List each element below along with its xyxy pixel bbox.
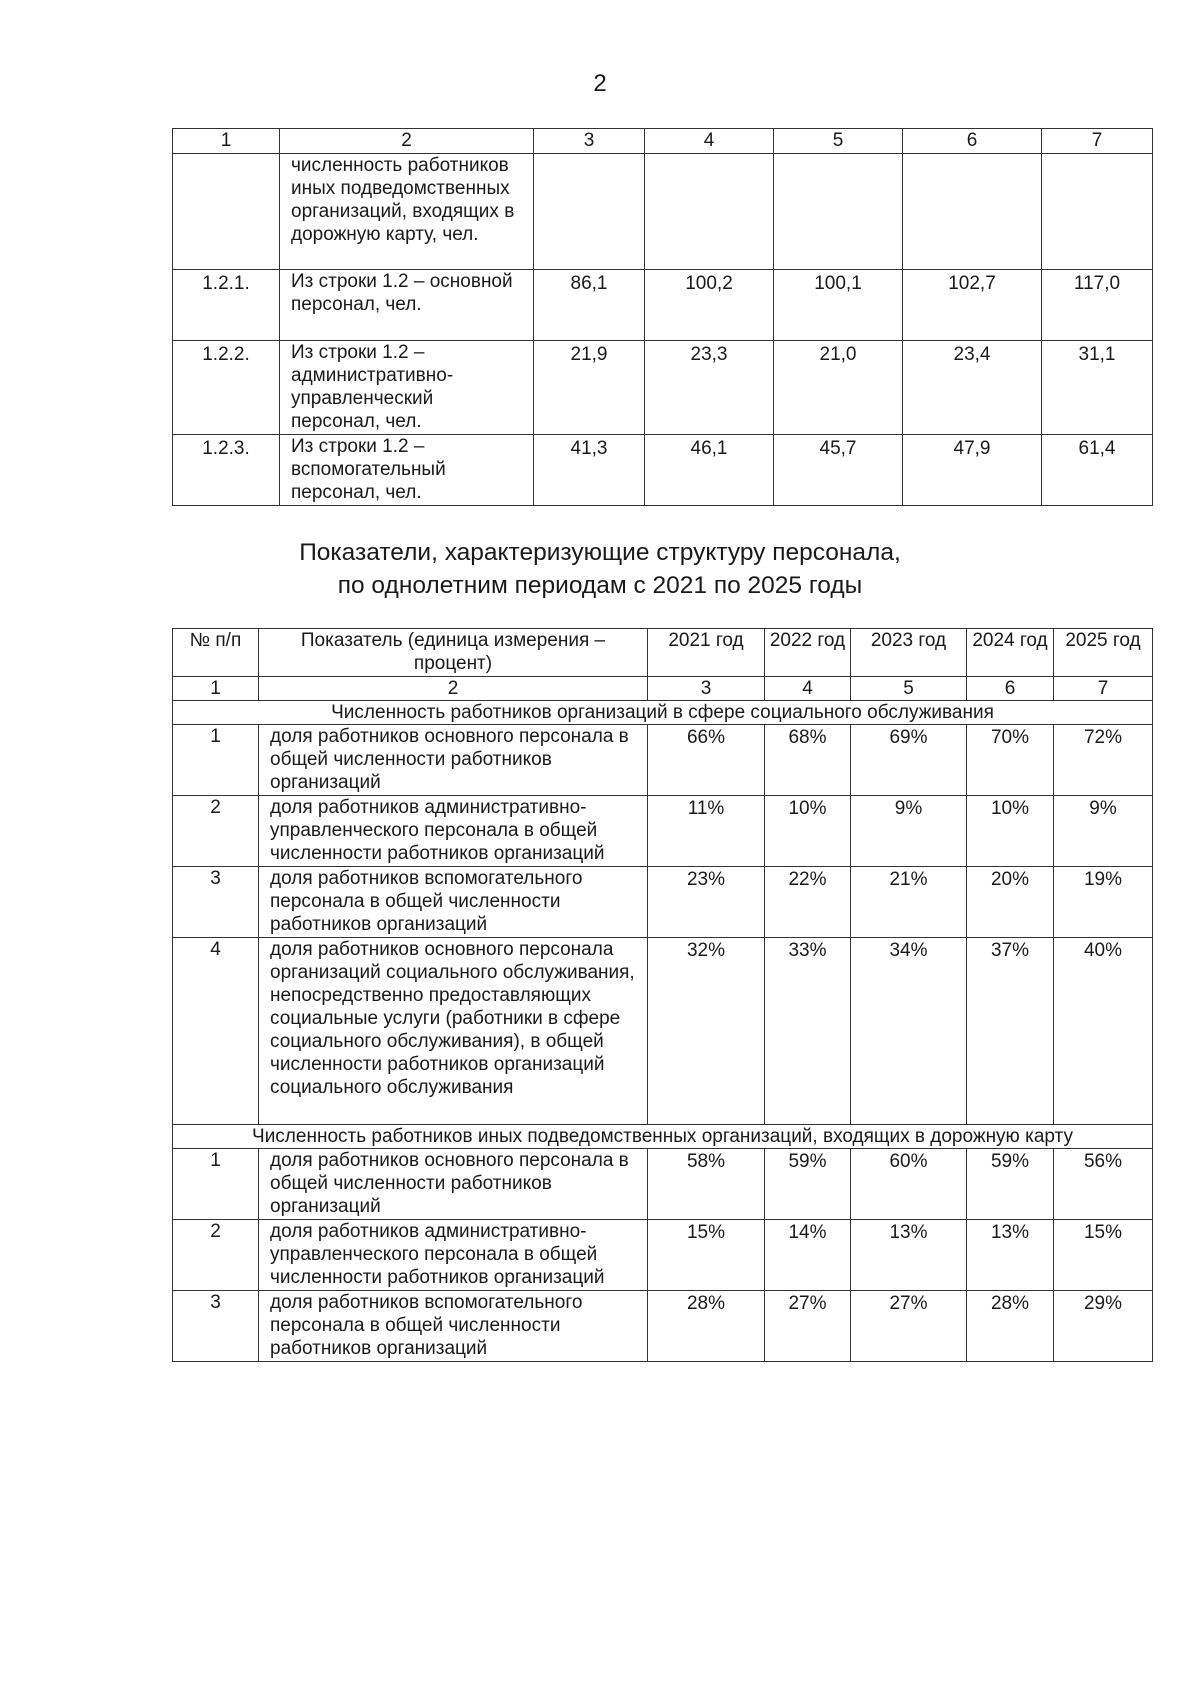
header-number: № п/п [173, 629, 259, 677]
column-number: 7 [1042, 129, 1153, 154]
cell-value: 22% [765, 867, 851, 938]
staff-numbers-table [172, 128, 1153, 506]
cell-value: 47,9 [903, 435, 1042, 506]
cell-value: 59% [765, 1149, 851, 1220]
cell-value: 40% [1054, 938, 1153, 1125]
cell-value: 19% [1054, 867, 1153, 938]
cell-value: 32% [648, 938, 765, 1125]
cell-value: 59% [967, 1149, 1054, 1220]
table-row [173, 867, 1153, 938]
cell-value: 45,7 [774, 435, 903, 506]
header-year: 2022 год [765, 629, 851, 677]
cell-value: 72% [1054, 725, 1153, 796]
cell-value: 27% [851, 1291, 967, 1362]
cell-value: 70% [967, 725, 1054, 796]
column-number: 4 [765, 677, 851, 701]
section-header-row [173, 701, 1153, 725]
page-number: 2 [593, 70, 607, 97]
column-number: 3 [534, 129, 645, 154]
cell-value: 10% [765, 796, 851, 867]
section-title [0, 536, 1200, 602]
table-header-row [173, 629, 1153, 677]
table-row [173, 725, 1153, 796]
staff-structure-table [172, 628, 1153, 1362]
cell-value: 9% [1054, 796, 1153, 867]
cell-value [534, 154, 645, 270]
cell-value: 117,0 [1042, 270, 1153, 341]
cell-value: 11% [648, 796, 765, 867]
column-number: 1 [173, 129, 280, 154]
row-label: доля работников вспомогательного персонала в общей численности работников организаций [259, 867, 648, 938]
cell-value: 69% [851, 725, 967, 796]
cell-value: 9% [851, 796, 967, 867]
table-header-row [173, 129, 1153, 154]
cell-value: 34% [851, 938, 967, 1125]
row-label: Из строки 1.2 – основной персонал, чел. [280, 270, 534, 341]
column-number: 6 [967, 677, 1054, 701]
column-number: 2 [259, 677, 648, 701]
cell-value: 41,3 [534, 435, 645, 506]
cell-value: 23,4 [903, 341, 1042, 435]
table-row [173, 1149, 1153, 1220]
cell-value: 13% [851, 1220, 967, 1291]
cell-value: 21,9 [534, 341, 645, 435]
column-number: 6 [903, 129, 1042, 154]
column-number: 3 [648, 677, 765, 701]
cell-value: 66% [648, 725, 765, 796]
row-label: Из строки 1.2 – вспомогательный персонал, чел. [280, 435, 534, 506]
column-number: 2 [280, 129, 534, 154]
cell-value: 27% [765, 1291, 851, 1362]
row-label: Из строки 1.2 – административно-управленческий персонал, чел. [280, 341, 534, 435]
row-number: 2 [173, 796, 259, 867]
cell-value: 20% [967, 867, 1054, 938]
cell-value: 31,1 [1042, 341, 1153, 435]
column-numbers-row [173, 677, 1153, 701]
cell-value: 60% [851, 1149, 967, 1220]
cell-value: 56% [1054, 1149, 1153, 1220]
row-label: доля работников административно-управленческого персонала в общей численности работников организаций [259, 1220, 648, 1291]
cell-value: 33% [765, 938, 851, 1125]
cell-value: 21,0 [774, 341, 903, 435]
row-number: 3 [173, 867, 259, 938]
column-number: 4 [645, 129, 774, 154]
header-year: 2023 год [851, 629, 967, 677]
cell-value: 61,4 [1042, 435, 1153, 506]
header-year: 2021 год [648, 629, 765, 677]
cell-value [645, 154, 774, 270]
table-row [173, 154, 1153, 270]
cell-value: 86,1 [534, 270, 645, 341]
cell-value: 100,2 [645, 270, 774, 341]
cell-value [903, 154, 1042, 270]
cell-value: 14% [765, 1220, 851, 1291]
cell-value: 15% [1054, 1220, 1153, 1291]
table-row [173, 938, 1153, 1125]
cell-value: 10% [967, 796, 1054, 867]
cell-value [774, 154, 903, 270]
table-row [173, 796, 1153, 867]
column-number: 1 [173, 677, 259, 701]
cell-value: 15% [648, 1220, 765, 1291]
section-title-line: по однолетним периодам с 2021 по 2025 годы [337, 572, 863, 599]
cell-value: 58% [648, 1149, 765, 1220]
column-number: 7 [1054, 677, 1153, 701]
table-row [173, 1220, 1153, 1291]
cell-value: 28% [648, 1291, 765, 1362]
row-number [173, 154, 280, 270]
column-number: 5 [774, 129, 903, 154]
cell-value [1042, 154, 1153, 270]
cell-value: 37% [967, 938, 1054, 1125]
cell-value: 28% [967, 1291, 1054, 1362]
cell-value: 46,1 [645, 435, 774, 506]
row-label: доля работников административно-управленческого персонала в общей численности работников организаций [259, 796, 648, 867]
cell-value: 23% [648, 867, 765, 938]
header-year: 2025 год [1054, 629, 1153, 677]
row-number: 1.2.1. [173, 270, 280, 341]
row-number: 4 [173, 938, 259, 1125]
section-title-line: Показатели, характеризующие структуру персонала, [299, 539, 901, 566]
row-number: 1.2.3. [173, 435, 280, 506]
section-header-row [173, 1125, 1153, 1149]
column-number: 5 [851, 677, 967, 701]
row-label: численность работников иных подведомственных организаций, входящих в дорожную карту, чел. [280, 154, 534, 270]
cell-value: 21% [851, 867, 967, 938]
cell-value: 29% [1054, 1291, 1153, 1362]
cell-value: 23,3 [645, 341, 774, 435]
table-row [173, 270, 1153, 341]
table-row [173, 1291, 1153, 1362]
row-label: доля работников основного персонала в общей численности работников организаций [259, 725, 648, 796]
row-label: доля работников основного персонала в общей численности работников организаций [259, 1149, 648, 1220]
row-number: 2 [173, 1220, 259, 1291]
header-year: 2024 год [967, 629, 1054, 677]
row-label: доля работников вспомогательного персонала в общей численности работников организаций [259, 1291, 648, 1362]
cell-value: 68% [765, 725, 851, 796]
cell-value: 13% [967, 1220, 1054, 1291]
row-number: 1.2.2. [173, 341, 280, 435]
row-number: 1 [173, 1149, 259, 1220]
table-row [173, 341, 1153, 435]
section-header: Численность работников иных подведомственных организаций, входящих в дорожную карту [173, 1125, 1153, 1149]
row-number: 1 [173, 725, 259, 796]
header-indicator: Показатель (единица измерения – процент) [259, 629, 648, 677]
table-row [173, 435, 1153, 506]
row-number: 3 [173, 1291, 259, 1362]
cell-value: 102,7 [903, 270, 1042, 341]
section-header: Численность работников организаций в сфере социального обслуживания [173, 701, 1153, 725]
row-label: доля работников основного персонала организаций социального обслуживания, непосредственно предоставляющих социальные услуги (работники в сфере социального обслуживания), в общей численности работников организаций социального обслуживания [259, 938, 648, 1125]
cell-value: 100,1 [774, 270, 903, 341]
